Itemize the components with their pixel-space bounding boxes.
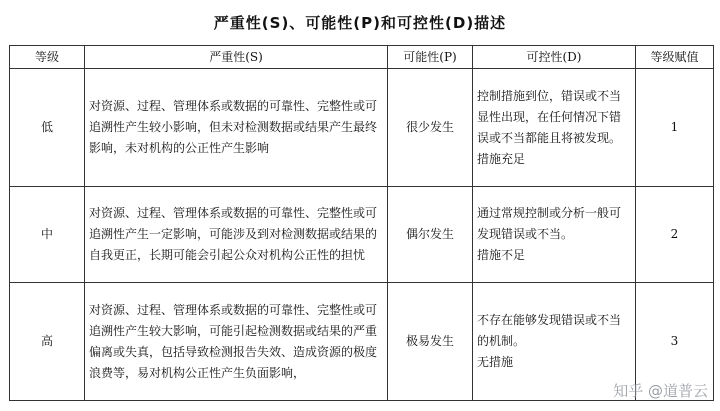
probability-cell: 极易发生 bbox=[388, 283, 473, 401]
severity-cell: 对资源、过程、管理体系或数据的可靠性、完整性或可追溯性产生较大影响，可能引起检测数据或结果的严重偏离或失真，包括导致检测报告失效、造成资源的极度浪费等，易对机构公正性产生负面影响， bbox=[85, 283, 388, 401]
score-cell: 1 bbox=[636, 69, 714, 187]
severity-cell: 对资源、过程、管理体系或数据的可靠性、完整性或可追溯性产生较小影响，但未对检测数据或结果产生最终影响，未对机构的公正性产生影响 bbox=[85, 69, 388, 187]
control-description: 不存在能够发现错误或不当的机制。 bbox=[477, 313, 622, 348]
control-measure: 措施不足 bbox=[477, 248, 526, 262]
watermark: 知乎 @道普云 bbox=[613, 382, 708, 400]
probability-cell: 偶尔发生 bbox=[388, 187, 473, 283]
control-description: 通过常规控制或分析一般可发现错误或不当。 bbox=[477, 206, 622, 241]
level-cell: 低 bbox=[10, 69, 85, 187]
control-measure: 措施充足 bbox=[477, 151, 526, 166]
score-cell: 2 bbox=[636, 187, 714, 283]
table-row bbox=[10, 283, 714, 401]
controllability-cell bbox=[473, 283, 636, 401]
level-cell: 中 bbox=[10, 187, 85, 283]
header-level: 等级 bbox=[10, 46, 85, 69]
rating-table bbox=[9, 45, 714, 401]
probability-cell: 很少发生 bbox=[388, 69, 473, 187]
table-row bbox=[10, 187, 714, 283]
header-probability: 可能性(P) bbox=[388, 46, 473, 69]
header-row bbox=[10, 46, 714, 69]
control-description: 控制措施到位，错误或不当显性出现，在任何情况下错误或不当都能且将被发现。 bbox=[477, 88, 622, 145]
severity-cell: 对资源、过程、管理体系或数据的可靠性、完整性或可追溯性产生一定影响，可能涉及到对检测数据或结果的自我更正，长期可能会引起公众对机构公正性的担忧 bbox=[85, 187, 388, 283]
controllability-cell bbox=[473, 187, 636, 283]
page-title: 严重性(S)、可能性(P)和可控性(D)描述 bbox=[213, 14, 507, 32]
table-row bbox=[10, 69, 714, 187]
header-score: 等级赋值 bbox=[636, 46, 714, 69]
header-severity: 严重性(S) bbox=[85, 46, 388, 69]
header-controllability: 可控性(D) bbox=[473, 46, 636, 69]
score-cell: 3 bbox=[636, 283, 714, 401]
control-measure: 无措施 bbox=[477, 355, 514, 369]
controllability-cell bbox=[473, 69, 636, 187]
level-cell: 高 bbox=[10, 283, 85, 401]
